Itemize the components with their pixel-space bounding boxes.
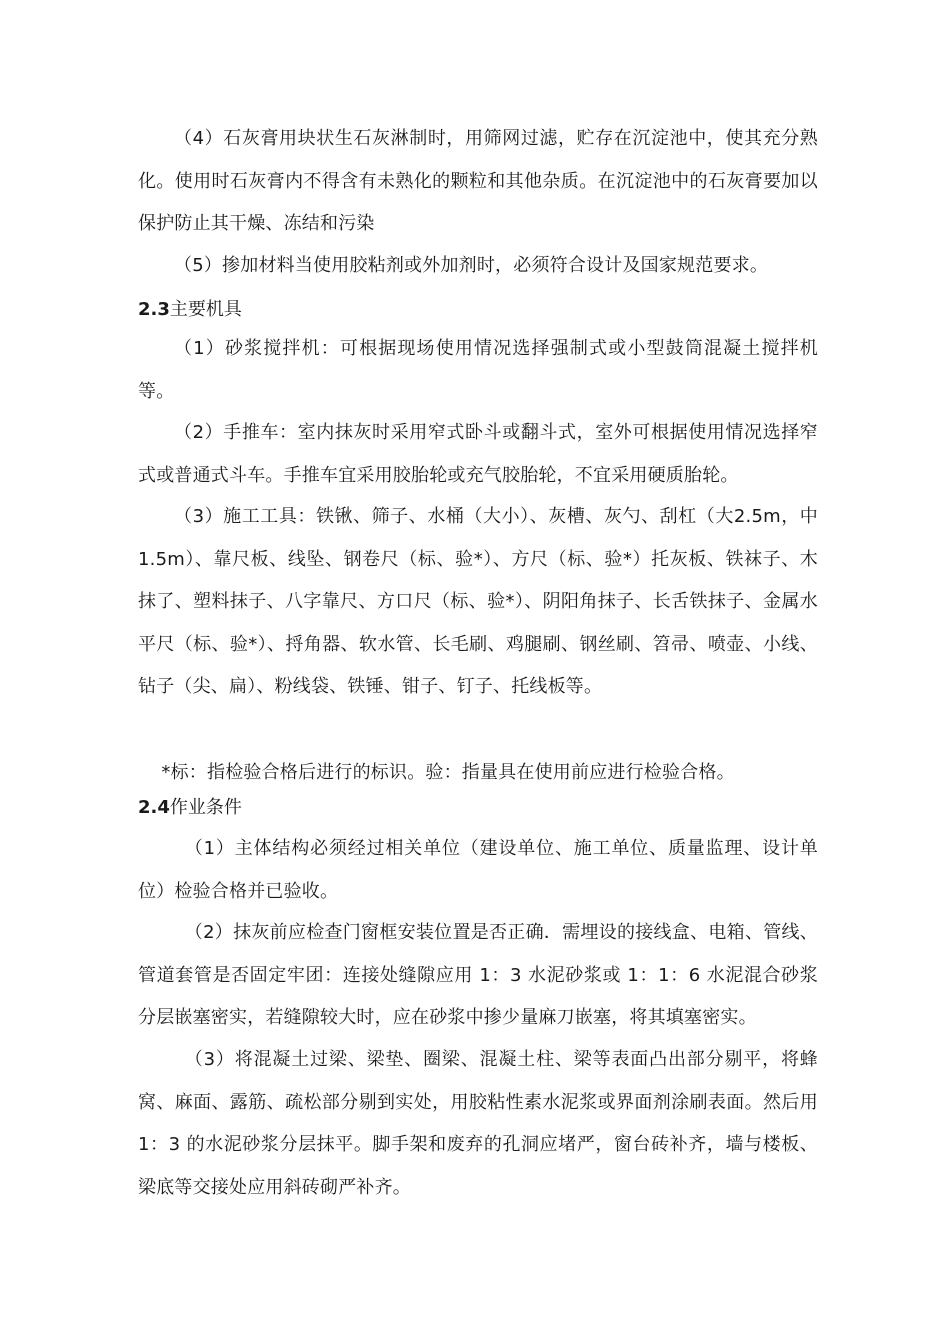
paragraph-handcart: （2）手推车：室内抹灰时采用窄式卧斗或翻斗式，室外可根据使用情况选择窄式或普通式斗车。手推车宜采用胶胎轮或充气胶胎轮，不宜采用硬质胎轮。 [138,422,818,486]
paragraph-surface-prep: （3）将混凝土过梁、梁垫、圈梁、混凝土柱、梁等表面凸出部分剔平，将蜂窝、麻面、露筋、疏松部分剔到实处，用胶粘性素水泥浆或界面剂涂刷表面。然后用 1：3 的水泥砂浆分层抹平。脚手架和废弃的孔洞应堵严，窗台砖补齐，墙与楼板、梁底等交接处应用斜砖砌严补齐。 [138,1049,818,1198]
paragraph-footnote: *标：指检验合格后进行的标识。验：指量具在使用前应进行检验合格。 [161,762,735,783]
paragraph-lime-paste: （4）石灰膏用块状生石灰淋制时，用筛网过滤，贮存在沉淀池中，使其充分熟化。使用时石灰膏内不得含有未熟化的颗粒和其他杂质。在沉淀池中的石灰膏要加以保护防止其干燥、冻结和污染 [138,128,818,234]
section-number: 2.4 [138,797,170,818]
paragraph-tools: （3）施工工具：铁锹、筛子、水桶（大小）、灰槽、灰勺、刮杠（大2.5m，中1.5m）、靠尺板、线坠、钢卷尺（标、验*）、方尺（标、验*）托灰板、铁袜子、木抹了、塑料抹子、八字靠尺、方口尺（标、验*）、阴阳角抹子、长舌铁抹子、金属水平尺（标、验*）、捋角器、软水管、长毛刷、鸡腿刷、钢丝刷、笤帚、喷壶、小线、钻子（尖、扁）、粉线袋、铁锤、钳子、钉子、托线板等。 [138,506,818,697]
section-title: 主要机具 [169,299,242,320]
paragraph-admixture: （5）掺加材料当使用胶粘剂或外加剂时，必须符合设计及国家规范要求。 [174,255,769,276]
paragraph-frame-check: （2）抹灰前应检查门窗框安装位置是否正确．需埋设的接线盒、电箱、管线、管道套管是否固定牢团：连接处缝隙应用 1：3 水泥砂浆或 1：1：6 水泥混合砂浆分层嵌塞密实，若缝隙较大时，应在砂浆中掺少量麻刀嵌塞，将其填塞密实。 [138,922,818,1028]
section-title: 作业条件 [169,797,242,818]
section-number: 2.3 [138,299,170,320]
section-heading-2-3 [138,295,242,325]
paragraph-mortar-mixer: （1）砂浆搅拌机：可根据现场使用情况选择强制式或小型鼓筒混凝土搅拌机等。 [138,338,818,402]
section-heading-2-4 [138,793,242,823]
paragraph-structure-inspection: （1）主体结构必须经过相关单位（建设单位、施工单位、质量监理、设计单位）检验合格并已验收。 [138,838,818,902]
